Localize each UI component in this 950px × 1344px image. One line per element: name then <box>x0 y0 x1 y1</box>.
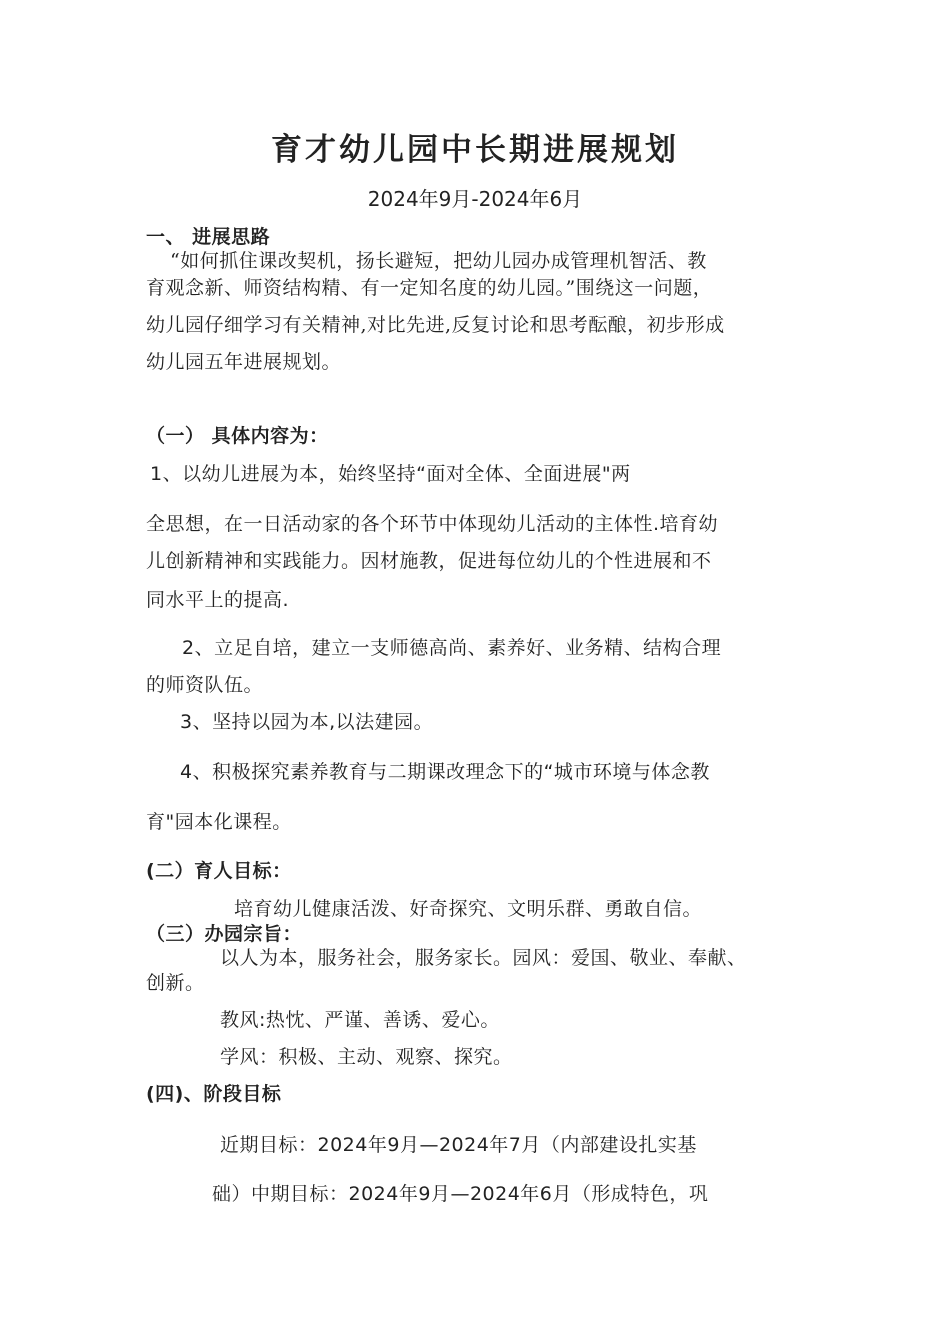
section-heading: 一、 进展思路 <box>146 226 271 248</box>
paragraph-line: 学风：积极、主动、观察、探究。 <box>220 1046 513 1068</box>
paragraph-line: 幼儿园五年进展规划。 <box>146 351 342 373</box>
paragraph-line: 以人为本，服务社会，服务家长。园风：爱国、敬业、奉献、 <box>220 947 747 969</box>
subsection-heading: (四)、阶段目标 <box>146 1083 282 1105</box>
subsection-heading: （一） 具体内容为： <box>146 425 329 447</box>
document-subtitle: 2024年9月-2024年6月 <box>367 187 583 211</box>
paragraph-line: 幼儿园仔细学习有关精神,对比先进,反复讨论和思考酝酿，初步形成 <box>146 314 725 336</box>
paragraph-line: 近期目标：2024年9月—2024年7月（内部建设扎实基 <box>220 1134 697 1156</box>
paragraph-line: 同水平上的提高. <box>146 589 290 611</box>
paragraph-line: 育观念新、师资结构精、有一定知名度的幼儿园。”围绕这一问题， <box>146 277 713 299</box>
paragraph-line: 儿创新精神和实践能力。因材施教，促进每位幼儿的个性进展和不 <box>146 550 712 572</box>
paragraph-line: 2、立足自培，建立一支师德高尚、素养好、业务精、结构合理 <box>182 637 722 659</box>
paragraph-line: 全思想，在一日活动家的各个环节中体现幼儿活动的主体性.培育幼 <box>146 513 719 535</box>
paragraph-line: 创新。 <box>146 972 205 994</box>
paragraph-line: 础）中期目标：2024年9月—2024年6月（形成特色，巩 <box>212 1183 709 1205</box>
paragraph-line: “如何抓住课改契机，扬长避短，把幼儿园办成管理机智活、教 <box>170 250 707 272</box>
subsection-heading: (二）育人目标： <box>146 860 292 882</box>
document-title: 育才幼儿园中长期进展规划 <box>271 132 679 168</box>
paragraph-line: 育"园本化课程。 <box>146 811 292 833</box>
paragraph-line: 的师资队伍。 <box>146 674 264 696</box>
paragraph-line: 4、积极探究素养教育与二期课改理念下的“城市环境与体念教 <box>180 761 710 783</box>
subsection-heading: （三）办园宗旨： <box>146 923 303 945</box>
paragraph-line: 教风:热忱、严谨、善诱、爱心。 <box>220 1009 500 1031</box>
paragraph-line: 培育幼儿健康活泼、好奇探究、文明乐群、勇敢自信。 <box>234 898 703 920</box>
paragraph-line: 1、以幼儿进展为本，始终坚持“面对全体、全面进展"两 <box>150 463 631 485</box>
paragraph-line: 3、坚持以园为本,以法建园。 <box>180 711 434 733</box>
